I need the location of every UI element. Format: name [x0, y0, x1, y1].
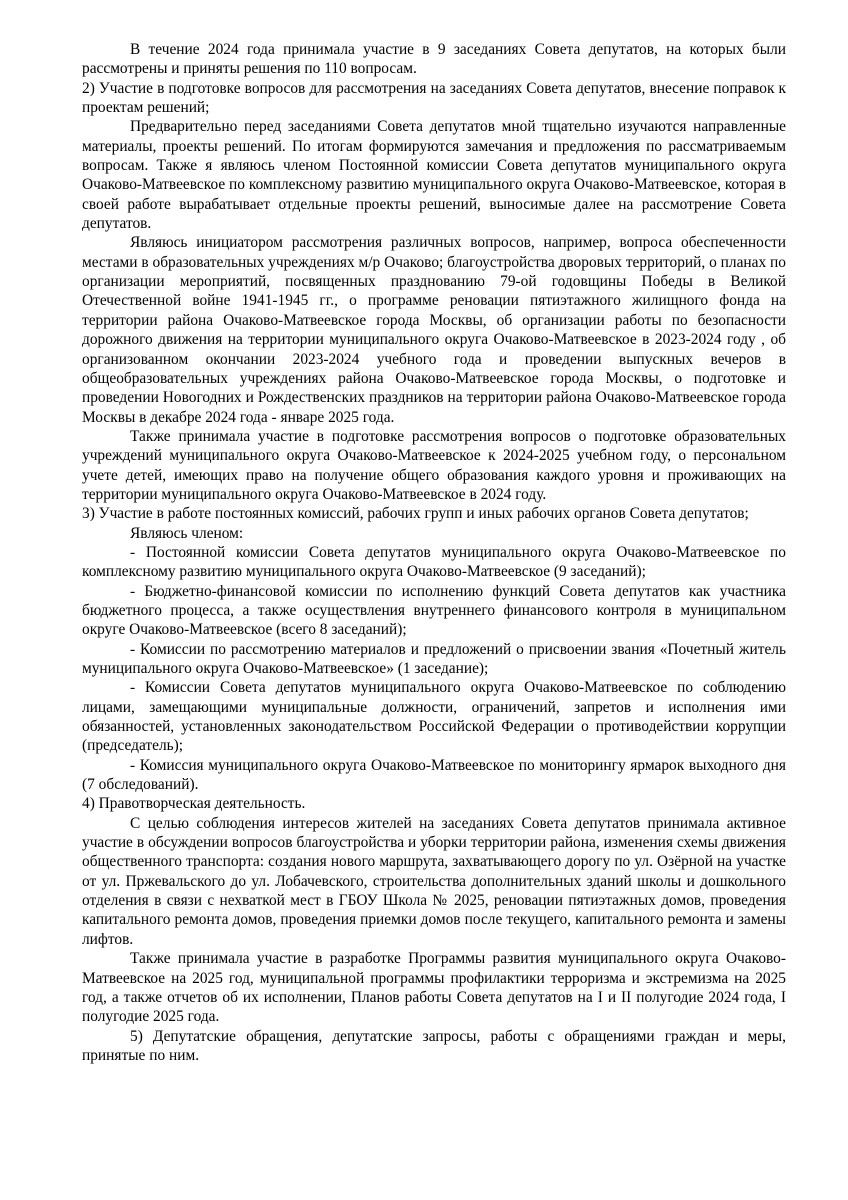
- item-4-heading: 4) Правотворческая деятельность.: [82, 795, 306, 813]
- paragraph-also-participated: Также принимала участие в подготовке рассмотрения вопросов о подготовке образовательных учреждений муниципального округа Очаково-Матвеевское к 2024-2025 учебном году, о персональном учете детей, имеющих право на получение общего образования каждого уровня и проживающих на территории муниципального округа Очаково-Матвеевское в 2024 году.: [82, 427, 786, 503]
- membership-item: - Постоянной комиссии Совета депутатов муниципального округа Очаково-Матвеевское по комплексному развитию муниципального округа Очаково-Матвеевское (9 заседаний);: [82, 543, 786, 581]
- membership-item: - Комиссии Совета депутатов муниципального округа Очаково-Матвеевское по соблюдению лицами, замещающими муниципальные должности, ограничений, запретов и исполнения ими обязанностей, установленных законодательством Российской Федерации о противодействии коррупции (председатель);: [82, 679, 786, 755]
- paragraph-initiator: Являюсь инициатором рассмотрения различных вопросов, например, вопроса обеспеченности местами в образовательных учреждениях м/р Очаково; благоустройства дворовых территорий, о планах по организации мероприятий, посвященных празднованию 79-ой годовщины Победы в Великой Отечественной войне 1941-1945 гг., о программе реновации пятиэтажного жилищного фонда на территории района Очаково-Матвеевское города Москвы, об организации работы по безопасности дорожного движения на территории муниципального округа Очаково-Матвеевское в 2023-2024 году , об организованном окончании 2023-2024 учебного года и проведении выпускных вечеров в общеобразовательных учреждениях района Очаково-Матвеевское города Москвы, о подготовке и проведении Новогодних и Рождественских праздников на территории района Очаково-Матвеевское города Москвы в декабре 2024 года - январе 2025 года.: [82, 234, 786, 426]
- item-5-heading: 5) Депутатские обращения, депутатские запросы, работы с обращениями граждан и меры, принятые по ним.: [82, 1027, 786, 1064]
- membership-item: - Комиссии по рассмотрению материалов и предложений о присвоении звания «Почетный житель муниципального округа Очаково-Матвеевское» (1 заседание);: [82, 640, 786, 677]
- paragraph-residents-interests: С целью соблюдения интересов жителей на заседаниях Совета депутатов принимала активное участие в обсуждении вопросов благоустройства и уборки территории района, изменения схемы движения общественного транспорта: создания нового маршрута, захватывающего дорогу по ул. Озёрной на участке от ул. Пржевальского до ул. Лобачевского, строительства дополнительных зданий школы и дошкольного отделения в связи с нехваткой мест в ГБОУ Школа № 2025, реновации пятиэтажных домов, проведения капитального ремонта домов, проведения приемки домов после текущего, капитального ремонта и замены лифтов.: [82, 814, 786, 948]
- paragraph-program-development: Также принимала участие в разработке Программы развития муниципального округа Очаково-Матвеевское на 2025 год, муниципальной программы профилактики терроризма и экстремизма на 2025 год, а также отчетов об их исполнении, Планов работы Совета депутатов на I и II полугодие 2024 года, I полугодие 2025 года.: [82, 950, 786, 1026]
- membership-intro: Являюсь членом:: [130, 524, 244, 542]
- item-2-heading: 2) Участие в подготовке вопросов для рассмотрения на заседаниях Совета депутатов, внесение поправок к проектам решений;: [82, 79, 786, 117]
- paragraph-sessions: В течение 2024 года принимала участие в 9 заседаниях Совета депутатов, на которых были рассмотрены и приняты решения по 110 вопросам.: [82, 41, 786, 78]
- item-3-heading: 3) Участие в работе постоянных комиссий, рабочих групп и иных рабочих органов Совета депутатов;: [82, 505, 749, 523]
- document-page: [82, 40, 786, 1065]
- paragraph-preliminary-study: Предварительно перед заседаниями Совета депутатов мной тщательно изучаются направленные материалы, проекты решений. По итогам формируются замечания и предложения по рассматриваемым вопросам. Также я являюсь членом Постоянной комиссии Совета депутатов муниципального округа Очаково-Матвеевское по комплексному развитию муниципального округа Очаково-Матвеевское, которая в своей работе вырабатывает отдельные проекты решений, выносимые далее на рассмотрение Совета депутатов.: [82, 118, 786, 233]
- membership-item: - Бюджетно-финансовой комиссии по исполнению функций Совета депутатов как участника бюджетного процесса, а также осуществления внутреннего финансового контроля в муниципальном округе Очаково-Матвеевское (всего 8 заседаний);: [82, 582, 786, 639]
- membership-item: - Комиссия муниципального округа Очаково-Матвеевское по мониторингу ярмарок выходного дня (7 обследований).: [82, 756, 786, 794]
